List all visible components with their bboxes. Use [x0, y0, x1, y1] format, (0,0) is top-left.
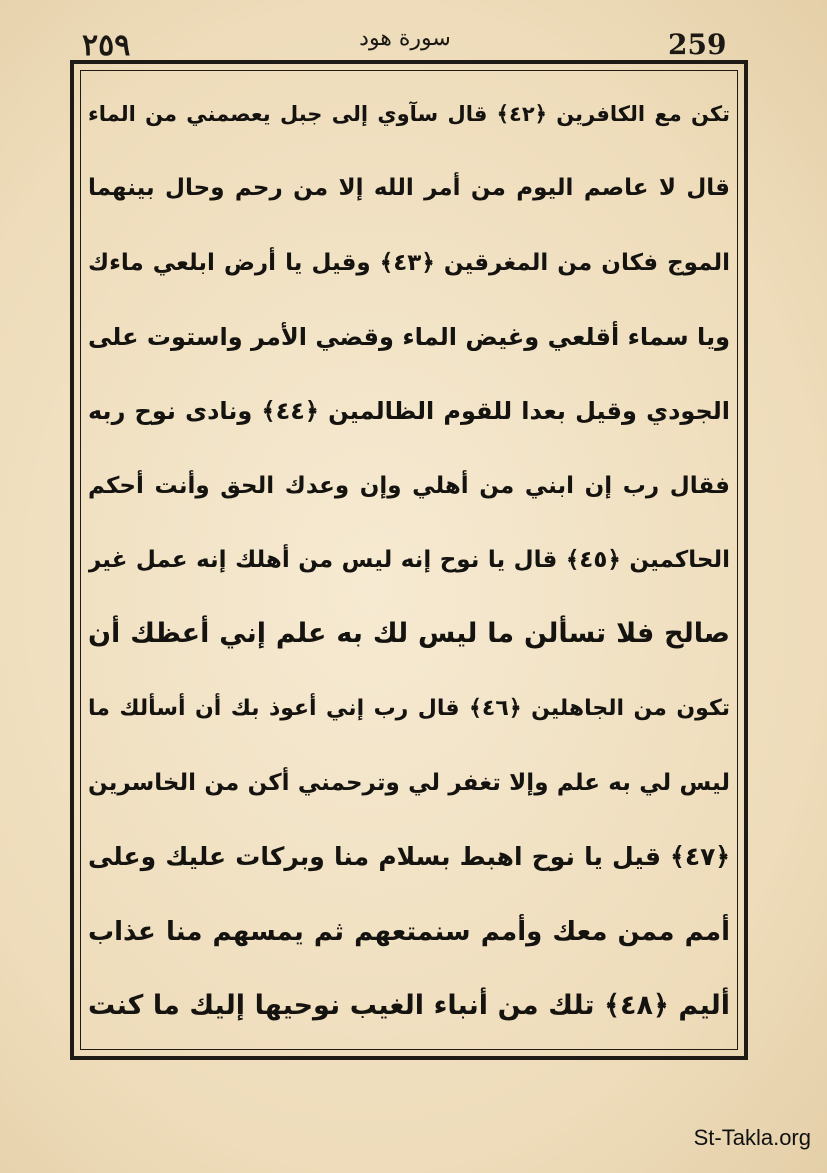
- verse-line: أمم ممن معك وأمم سنمتعهم ثم يمسهم منا عذاب: [88, 916, 730, 947]
- verse-line: ﴿٤٧﴾ قيل يا نوح اهبط بسلام منا وبركات عليك وعلى: [88, 842, 730, 872]
- verse-line: تكن مع الكافرين ﴿٤٢﴾ قال سآوي إلى جبل يعصمني من الماء: [88, 102, 730, 126]
- site-watermark: St-Takla.org: [693, 1125, 811, 1150]
- verse-line: قال لا عاصم اليوم من أمر الله إلا من رحم وحال بينهما: [88, 175, 730, 202]
- page-header: [0, 20, 827, 64]
- surah-title: سورة هود: [359, 26, 451, 51]
- verse-text-block: [88, 82, 730, 1038]
- verse-line: الموج فكان من المغرقين ﴿٤٣﴾ وقيل يا أرض ابلعي ماءك: [88, 249, 730, 276]
- verse-line: الجودي وقيل بعدا للقوم الظالمين ﴿٤٤﴾ ونادى نوح ربه: [88, 397, 730, 426]
- page-number-arabic: ٢٥٩: [82, 28, 131, 63]
- verse-line: أليم ﴿٤٨﴾ تلك من أنباء الغيب نوحيها إليك ما كنت: [88, 989, 730, 1021]
- verse-line: صالح فلا تسألن ما ليس لك به علم إني أعظك أن: [88, 618, 730, 650]
- verse-line: الحاكمين ﴿٤٥﴾ قال يا نوح إنه ليس من أهلك إنه عمل غير: [88, 546, 730, 573]
- verse-line: فقال رب إن ابني من أهلي وإن وعدك الحق وأنت أحكم: [88, 472, 730, 499]
- verse-line: ويا سماء أقلعي وغيض الماء وقضي الأمر واستوت على: [88, 322, 730, 351]
- text-frame: [70, 60, 748, 1060]
- page-number-latin: 259: [668, 28, 727, 61]
- verse-line: تكون من الجاهلين ﴿٤٦﴾ قال رب إني أعوذ بك أن أسألك ما: [88, 695, 730, 721]
- verse-line: ليس لي به علم وإلا تغفر لي وترحمني أكن من الخاسرين: [88, 769, 730, 796]
